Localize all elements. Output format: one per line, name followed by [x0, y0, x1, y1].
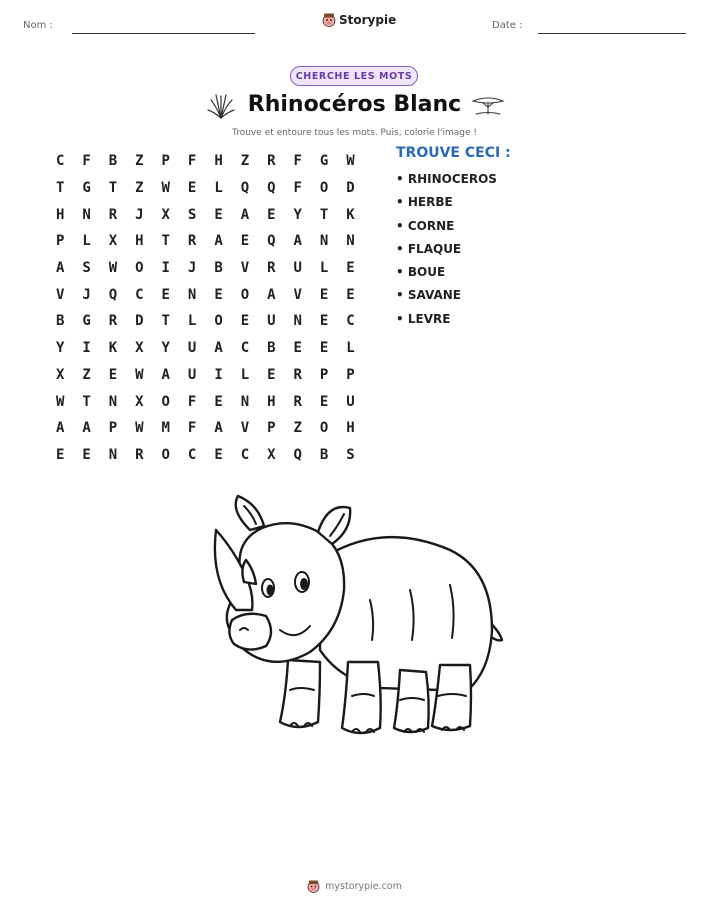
grid-letter[interactable]: E [214, 206, 223, 223]
grid-row [47, 442, 364, 469]
grid-letter[interactable]: R [293, 393, 302, 410]
grid-letter[interactable]: N [82, 206, 91, 223]
grid-letter[interactable]: T [161, 233, 170, 250]
grid-letter[interactable]: U [187, 340, 197, 357]
grid-letter[interactable]: O [319, 420, 329, 437]
footer [0, 880, 709, 893]
grid-letter[interactable]: N [240, 393, 250, 410]
name-label: Nom : [23, 20, 53, 31]
word-list-item: • RHINOCEROS [396, 172, 497, 195]
grid-letter[interactable]: Y [55, 340, 65, 357]
grid-letter[interactable]: F [187, 153, 197, 170]
grid-letter[interactable]: S [346, 446, 355, 463]
grid-letter[interactable]: E [82, 446, 91, 463]
grid-letter[interactable]: B [319, 446, 329, 463]
grid-letter[interactable]: A [82, 420, 91, 437]
grid-letter[interactable]: F [293, 153, 302, 170]
grid-letter[interactable]: E [319, 393, 329, 410]
grid-letter[interactable]: Z [240, 153, 250, 170]
grid-row [47, 281, 364, 308]
grid-letter[interactable]: I [82, 340, 91, 357]
grid-letter[interactable]: P [267, 420, 276, 437]
grid-letter[interactable]: W [346, 153, 355, 170]
grid-letter[interactable]: A [55, 260, 65, 277]
date-label: Date : [492, 20, 523, 31]
grid-letter[interactable]: C [55, 153, 65, 170]
grid-letter[interactable]: T [55, 180, 65, 197]
grid-letter[interactable]: O [161, 393, 170, 410]
word-list-item: • LEVRE [396, 312, 497, 335]
grid-letter[interactable]: E [319, 286, 329, 303]
grid-letter[interactable]: W [135, 420, 144, 437]
grid-letter[interactable]: H [267, 393, 276, 410]
grid-letter[interactable]: R [108, 206, 118, 223]
grid-letter[interactable]: E [346, 260, 355, 277]
rhino-coloring-illustration[interactable] [200, 490, 510, 750]
grid-letter[interactable]: X [135, 340, 144, 357]
grid-letter[interactable]: X [161, 206, 170, 223]
grid-letter[interactable]: O [161, 446, 170, 463]
grid-letter[interactable]: H [214, 153, 223, 170]
page-title: Rhinocéros Blanc [247, 92, 462, 117]
grid-letter[interactable]: J [82, 286, 91, 303]
grid-letter[interactable]: X [55, 366, 65, 383]
grid-letter[interactable]: N [346, 233, 355, 250]
grid-letter[interactable]: R [108, 313, 118, 330]
grid-letter[interactable]: Q [108, 286, 118, 303]
grid-letter[interactable]: S [187, 206, 197, 223]
grid-letter[interactable]: E [214, 446, 223, 463]
grid-letter[interactable]: P [319, 366, 329, 383]
grid-row [47, 201, 364, 228]
grid-letter[interactable]: C [346, 313, 355, 330]
grid-letter[interactable]: K [108, 340, 118, 357]
grid-letter[interactable]: G [82, 313, 91, 330]
grid-letter[interactable]: W [55, 393, 65, 410]
grid-letter[interactable]: N [187, 286, 197, 303]
grid-letter[interactable]: N [108, 393, 118, 410]
grid-letter[interactable]: E [240, 233, 250, 250]
grid-letter[interactable]: T [82, 393, 91, 410]
grid-letter[interactable]: B [267, 340, 276, 357]
grid-letter[interactable]: M [161, 420, 170, 437]
grid-letter[interactable]: C [135, 286, 144, 303]
grid-letter[interactable]: R [293, 366, 302, 383]
grid-letter[interactable]: Z [135, 180, 144, 197]
word-search-grid[interactable] [47, 148, 364, 468]
grid-letter[interactable]: S [82, 260, 91, 277]
word-list-item: • BOUE [396, 265, 497, 288]
grid-letter[interactable]: E [293, 340, 302, 357]
grid-letter[interactable]: Y [161, 340, 170, 357]
grid-letter[interactable]: O [319, 180, 329, 197]
storypie-logo [322, 13, 396, 27]
grid-letter[interactable]: X [135, 393, 144, 410]
grid-letter[interactable]: E [108, 366, 118, 383]
grid-row [47, 255, 364, 282]
grid-letter[interactable]: E [346, 286, 355, 303]
grid-letter[interactable]: I [214, 366, 223, 383]
grid-letter[interactable]: Y [293, 206, 302, 223]
grid-letter[interactable]: U [293, 260, 302, 277]
grid-letter[interactable]: V [55, 286, 65, 303]
grid-letter[interactable]: L [240, 366, 250, 383]
word-search-badge: CHERCHE LES MOTS [290, 66, 418, 86]
grid-letter[interactable]: W [108, 260, 118, 277]
grid-letter[interactable]: F [82, 153, 91, 170]
grid-row [47, 308, 364, 335]
grid-letter[interactable]: J [187, 260, 197, 277]
grid-letter[interactable]: P [161, 153, 170, 170]
grid-letter[interactable]: C [240, 446, 250, 463]
grid-row [47, 388, 364, 415]
grid-letter[interactable]: I [161, 260, 170, 277]
grid-letter[interactable]: A [214, 420, 223, 437]
instructions: Trouve et entoure tous les mots. Puis, colorie l'image ! [232, 128, 477, 138]
grid-letter[interactable]: L [346, 340, 355, 357]
grid-letter[interactable]: B [108, 153, 118, 170]
grid-letter[interactable]: U [187, 366, 197, 383]
pig-mascot-icon [307, 880, 320, 893]
grid-letter[interactable]: R [135, 446, 144, 463]
grid-letter[interactable]: K [346, 206, 355, 223]
grid-letter[interactable]: H [346, 420, 355, 437]
grid-letter[interactable]: Q [240, 180, 250, 197]
grid-letter[interactable]: E [240, 313, 250, 330]
grid-letter[interactable]: A [214, 233, 223, 250]
grid-letter[interactable]: A [55, 420, 65, 437]
grid-letter[interactable]: C [187, 446, 197, 463]
grid-letter[interactable]: E [187, 180, 197, 197]
grid-letter[interactable]: C [240, 340, 250, 357]
grid-letter[interactable]: L [82, 233, 91, 250]
word-list [396, 172, 497, 335]
grid-row [47, 335, 364, 362]
grid-letter[interactable]: P [55, 233, 65, 250]
grid-letter[interactable]: P [346, 366, 355, 383]
grid-letter[interactable]: Q [293, 446, 302, 463]
grid-letter[interactable]: Z [82, 366, 91, 383]
grid-letter[interactable]: W [161, 180, 170, 197]
grid-letter[interactable]: N [108, 446, 118, 463]
grid-row [47, 415, 364, 442]
grid-letter[interactable]: E [214, 286, 223, 303]
grid-letter[interactable]: Z [293, 420, 302, 437]
grid-letter[interactable]: V [240, 420, 250, 437]
grid-letter[interactable]: X [267, 446, 276, 463]
grid-row [47, 362, 364, 389]
word-list-item: • CORNE [396, 219, 497, 242]
grid-letter[interactable]: V [293, 286, 302, 303]
grid-letter[interactable]: E [214, 393, 223, 410]
grid-letter[interactable]: A [267, 286, 276, 303]
grid-row [47, 175, 364, 202]
grid-letter[interactable]: U [267, 313, 276, 330]
grid-letter[interactable]: G [82, 180, 91, 197]
grid-letter[interactable]: R [187, 233, 197, 250]
brand-name: Storypie [339, 13, 397, 27]
word-list-item: • SAVANE [396, 288, 497, 311]
grid-letter[interactable]: F [293, 180, 302, 197]
grid-letter[interactable]: O [240, 286, 250, 303]
grid-letter[interactable]: Q [267, 233, 276, 250]
grid-letter[interactable]: E [55, 446, 65, 463]
date-field-line[interactable] [538, 33, 686, 34]
grid-letter[interactable]: Z [135, 153, 144, 170]
grid-letter[interactable]: E [319, 313, 329, 330]
grid-letter[interactable]: L [319, 260, 329, 277]
grid-letter[interactable]: A [240, 206, 250, 223]
word-list-item: • HERBE [396, 195, 497, 218]
grid-letter[interactable]: H [55, 206, 65, 223]
grid-letter[interactable]: B [55, 313, 65, 330]
grid-letter[interactable]: E [267, 366, 276, 383]
word-list-item: • FLAQUE [396, 242, 497, 265]
grid-letter[interactable]: G [319, 153, 329, 170]
grid-letter[interactable]: H [135, 233, 144, 250]
grid-letter[interactable]: R [267, 260, 276, 277]
grid-letter[interactable]: L [187, 313, 197, 330]
grid-letter[interactable]: O [214, 313, 223, 330]
grid-letter[interactable]: E [319, 340, 329, 357]
grid-letter[interactable]: T [161, 313, 170, 330]
name-field-line[interactable] [72, 33, 255, 34]
grid-letter[interactable]: P [108, 420, 118, 437]
pig-mascot-icon [322, 13, 336, 27]
find-list-title: TROUVE CECI : [396, 145, 511, 161]
grid-letter[interactable]: T [108, 180, 118, 197]
grid-row [47, 148, 364, 175]
grid-letter[interactable]: N [319, 233, 329, 250]
grid-letter[interactable]: R [267, 153, 276, 170]
grid-letter[interactable]: F [187, 393, 197, 410]
grid-letter[interactable]: A [214, 340, 223, 357]
grid-letter[interactable]: D [346, 180, 355, 197]
grid-letter[interactable]: T [319, 206, 329, 223]
grid-letter[interactable]: N [293, 313, 302, 330]
grid-letter[interactable]: E [161, 286, 170, 303]
grid-letter[interactable]: E [267, 206, 276, 223]
grid-letter[interactable]: A [293, 233, 302, 250]
grid-letter[interactable]: V [240, 260, 250, 277]
grid-letter[interactable]: O [135, 260, 144, 277]
grid-letter[interactable]: A [161, 366, 170, 383]
grid-letter[interactable]: B [214, 260, 223, 277]
grid-letter[interactable]: J [135, 206, 144, 223]
grid-letter[interactable]: X [108, 233, 118, 250]
grid-letter[interactable]: F [187, 420, 197, 437]
website-url: mystorypie.com [325, 881, 402, 892]
acacia-tree-icon [470, 94, 506, 118]
grid-letter[interactable]: W [135, 366, 144, 383]
grid-letter[interactable]: Q [267, 180, 276, 197]
grid-letter[interactable]: L [214, 180, 223, 197]
grid-letter[interactable]: D [135, 313, 144, 330]
grid-row [47, 228, 364, 255]
grid-letter[interactable]: U [346, 393, 355, 410]
